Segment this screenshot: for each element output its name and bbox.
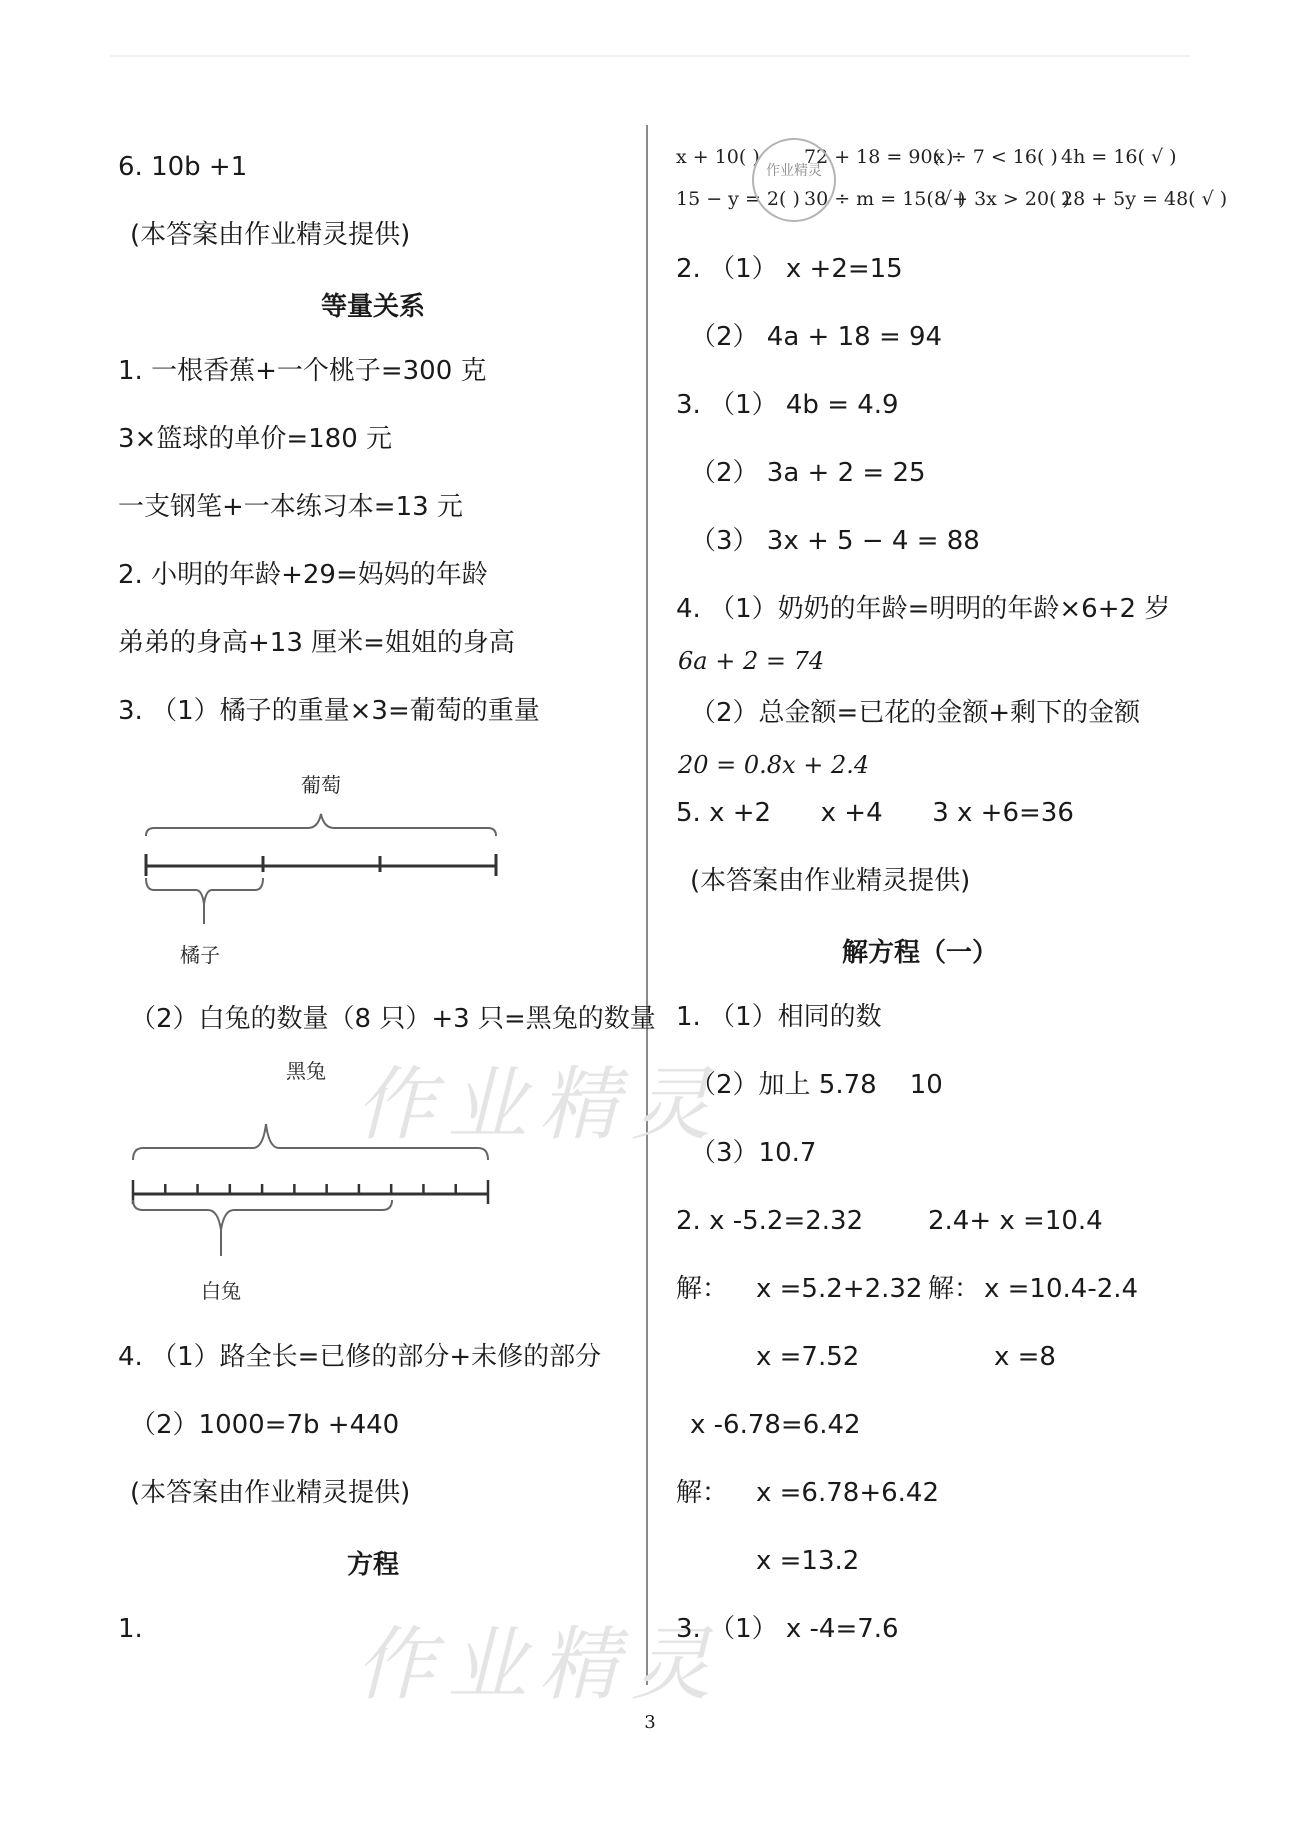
answer-r-q4-eq2: 20 = 0.8x + 2.4	[678, 751, 870, 779]
equation-cell: 15 − y = 2( )	[676, 188, 800, 210]
answer-s2-eq-a: 2. x -5.2=2.32	[676, 1206, 864, 1236]
rabbit-diagram	[118, 1050, 498, 1310]
answer-item-6: 6. 10b +1	[118, 152, 248, 182]
solution-label: 解：	[676, 1478, 729, 1508]
credit-line: (本答案由作业精灵提供)	[130, 220, 411, 250]
answer-q1-line1: 1. 一根香蕉+一个桃子=300 克	[118, 356, 487, 386]
answer-s1-part1: 1. （1）相同的数	[676, 1002, 882, 1032]
answer-s1-part2: （2）加上 5.78 10	[690, 1070, 943, 1100]
answer-q1-line2: 3×篮球的单价=180 元	[118, 424, 393, 454]
diagram-bottom-label: 橘子	[180, 943, 220, 967]
answer-s2-eq-b: 2.4+ x =10.4	[928, 1206, 1103, 1236]
equation-cell: 28 + 5y = 48( √ )	[1061, 188, 1228, 210]
section-title-equal-relations: 等量关系	[320, 292, 425, 322]
answer-r-q5: 5. x +2 x +4 3 x +6=36	[676, 798, 1074, 828]
watermark: 作业精灵	[355, 1058, 723, 1151]
equation-cell: x ÷ 7 < 16( )	[934, 146, 1058, 168]
answer-s3-part1: 3. （1） x -4=7.6	[676, 1614, 899, 1644]
equation-cell: 4h = 16( √ )	[1061, 146, 1177, 168]
answer-s1-part3: （3）10.7	[690, 1138, 817, 1168]
answer-q1-start: 1.	[118, 1614, 143, 1644]
answer-q3-part1: 3. （1）橘子的重量×3=葡萄的重量	[118, 696, 540, 726]
section-title-solve-equations: 解方程（一）	[841, 938, 998, 968]
answer-s2-result-b: x =8	[994, 1342, 1056, 1372]
page-number: 3	[644, 1712, 656, 1733]
answer-r-q2-part2: （2） 4a + 18 = 94	[690, 322, 943, 352]
diagram-top-label: 葡萄	[301, 773, 341, 797]
answer-s2-step-b: x =10.4-2.4	[984, 1274, 1139, 1304]
answer-r-q4-part1: 4. （1）奶奶的年龄=明明的年龄×6+2 岁	[676, 594, 1171, 624]
bottom-bracket	[133, 1200, 392, 1230]
solution-label: 解：	[676, 1274, 729, 1304]
watermark-stamp: 作业精灵	[752, 138, 836, 222]
equation-cell: 8 + 3x > 20( )	[934, 188, 1070, 210]
answer-q4-part1: 4. （1）路全长=已修的部分+未修的部分	[118, 1342, 602, 1372]
answer-s2-step-a: x =5.2+2.32	[756, 1274, 923, 1304]
answer-r-q4-part2: （2）总金额=已花的金额+剩下的金额	[690, 698, 1141, 728]
answer-r-q3-part3: （3） 3x + 5 − 4 = 88	[690, 526, 980, 556]
top-bracket	[146, 814, 496, 836]
answer-s2-result-c: x =13.2	[756, 1546, 860, 1576]
answer-s2-result-a: x =7.52	[756, 1342, 860, 1372]
watermark: 作业精灵	[355, 1618, 723, 1711]
diagram-bottom-label: 白兔	[201, 1279, 241, 1303]
answer-r-q2-part1: 2. （1） x +2=15	[676, 254, 903, 284]
equation-cell: 72 + 18 = 90( )	[804, 146, 954, 168]
credit-line: (本答案由作业精灵提供)	[130, 1478, 411, 1508]
diagram-top-label: 黑兔	[286, 1059, 326, 1083]
bottom-bracket	[146, 878, 263, 904]
answer-q4-part2: （2）1000=7b +440	[130, 1410, 400, 1440]
answer-s2-step-c: x =6.78+6.42	[756, 1478, 940, 1508]
tick-group	[133, 1180, 488, 1204]
top-rule	[110, 55, 1190, 57]
answer-q3-part2: （2）白兔的数量（8 只）+3 只=黑兔的数量	[130, 1004, 656, 1034]
solution-label: 解：	[928, 1274, 981, 1304]
answer-q2-line1: 2. 小明的年龄+29=妈妈的年龄	[118, 560, 488, 590]
answer-r-q3-part2: （2） 3a + 2 = 25	[690, 458, 926, 488]
answer-s2-eq-c: x -6.78=6.42	[690, 1410, 861, 1440]
answer-r-q3-part1: 3. （1） 4b = 4.9	[676, 390, 899, 420]
answer-r-q4-eq1: 6a + 2 = 74	[678, 647, 825, 675]
equation-cell: x + 10( )	[676, 146, 760, 168]
column-divider	[646, 125, 648, 1685]
top-bracket	[133, 1124, 488, 1160]
equation-cell: 30 ÷ m = 15( √ )	[804, 188, 966, 210]
answer-q2-line2: 弟弟的身高+13 厘米=姐姐的身高	[118, 628, 515, 658]
section-title-equations: 方程	[346, 1550, 399, 1580]
credit-line: (本答案由作业精灵提供)	[690, 866, 971, 896]
grape-orange-diagram	[118, 748, 518, 978]
answer-q1-line3: 一支钢笔+一本练习本=13 元	[118, 492, 463, 522]
